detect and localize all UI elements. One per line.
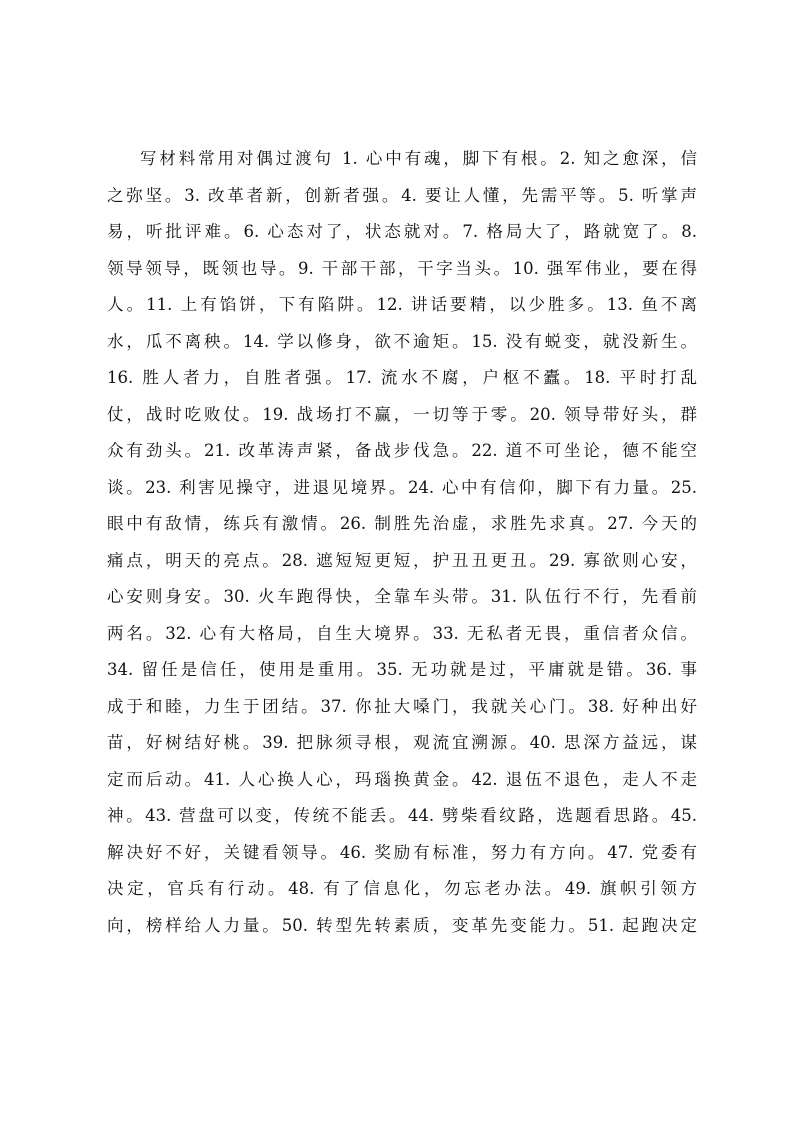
- text-line: 眼中有敌情，练兵有激情。26. 制胜先治虚，求胜先求真。27. 今天的: [107, 514, 697, 533]
- text-line: 解决好不好，关键看领导。46. 奖励有标准，努力有方向。47. 党委有: [107, 842, 697, 862]
- text-line: 之弥坚。3. 改革者新，创新者强。4. 要让人懂，先需平等。5. 听掌声: [107, 185, 697, 205]
- text-line: 人。11. 上有馅饼，下有陷阱。12. 讲话要精，以少胜多。13. 鱼不离: [107, 295, 697, 314]
- text-line: 写材料常用对偶过渡句 1. 心中有魂，脚下有根。2. 知之愈深，信: [140, 149, 697, 168]
- text-line: 神。43. 营盘可以变，传统不能丢。44. 劈柴看纹路，选题看思路。45.: [107, 806, 697, 825]
- text-line: 成于和睦，力生于团结。37. 你扯大嗓门，我就关心门。38. 好种出好: [107, 696, 697, 716]
- text-line: 16. 胜人者力，自胜者强。17. 流水不腐，户枢不蠹。18. 平时打乱: [107, 368, 697, 387]
- text-line: 水，瓜不离秧。14. 学以修身，欲不逾矩。15. 没有蜕变，就没新生。: [107, 331, 697, 351]
- text-line: 谈。23. 利害见操守，进退见境界。24. 心中有信仰，脚下有力量。25.: [107, 477, 697, 497]
- text-line: 向，榜样给人力量。50. 转型先转素质，变革先变能力。51. 起跑决定: [107, 915, 697, 935]
- text-line: 领导领导，既领也导。9. 干部干部，干字当头。10. 强军伟业，要在得: [107, 258, 697, 278]
- text-line: 34. 留任是信任，使用是重用。35. 无功就是过，平庸就是错。36. 事: [107, 660, 697, 679]
- text-line: 众有劲头。21. 改革涛声紧，备战步伐急。22. 道不可坐论，德不能空: [107, 441, 697, 460]
- text-line: 决定，官兵有行动。48. 有了信息化，勿忘老办法。49. 旗帜引领方: [107, 879, 697, 898]
- document-body: [107, 141, 697, 944]
- text-line: 心安则身安。30. 火车跑得快，全靠车头带。31. 队伍行不行，先看前: [107, 587, 697, 606]
- text-line: 易，听批评难。6. 心态对了，状态就对。7. 格局大了，路就宽了。8.: [107, 222, 697, 241]
- text-line: 仗，战时吃败仗。19. 战场打不赢，一切等于零。20. 领导带好头，群: [107, 404, 697, 424]
- text-line: 定而后动。41. 人心换人心，玛瑙换黄金。42. 退伍不退色，走人不走: [107, 769, 697, 789]
- text-line: 痛点，明天的亮点。28. 遮短短更短，护丑丑更丑。29. 寡欲则心安，: [107, 550, 697, 570]
- text-line: 两名。32. 心有大格局，自生大境界。33. 无私者无畏，重信者众信。: [107, 623, 697, 643]
- text-line: 苗，好树结好桃。39. 把脉须寻根，观流宜溯源。40. 思深方益远，谋: [107, 733, 697, 752]
